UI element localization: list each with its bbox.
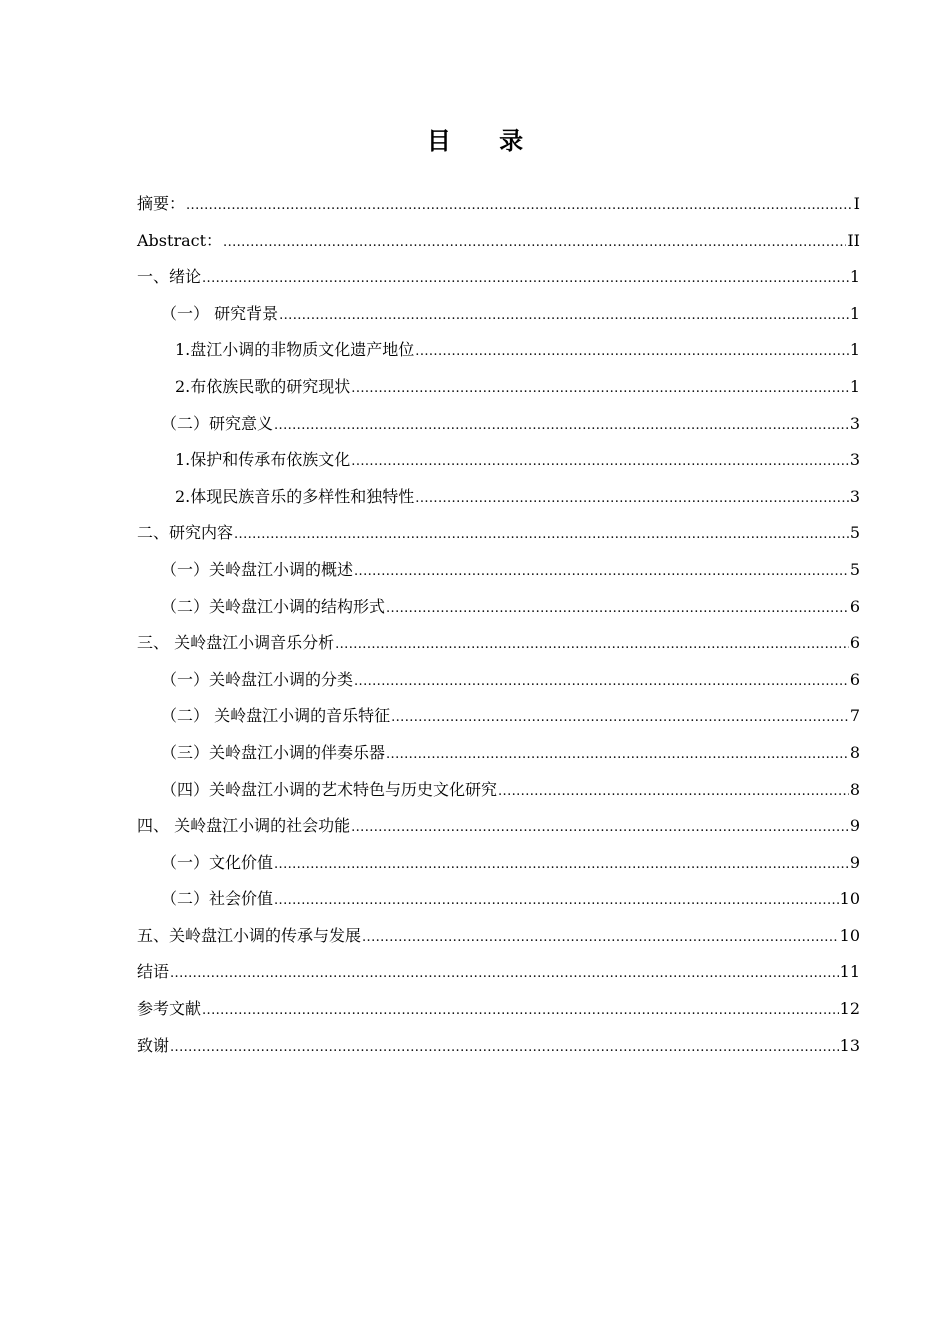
toc-entry[interactable] (137, 552, 860, 589)
toc-entry-page-number: 8 (849, 742, 860, 762)
toc-dot-leader (234, 517, 849, 554)
toc-entry-label: （一）文化价值 (161, 852, 274, 872)
toc-entry-page-number: 5 (849, 523, 860, 543)
toc-entry-label: Abstract： (137, 230, 223, 250)
toc-entry-page-number: 10 (839, 925, 860, 945)
toc-entry[interactable] (137, 625, 860, 662)
toc-entry-page-number: 12 (839, 999, 860, 1019)
toc-dot-leader (354, 664, 849, 701)
toc-dot-leader (391, 700, 849, 737)
toc-entry[interactable] (137, 954, 860, 991)
toc-entry[interactable] (137, 589, 860, 626)
toc-entry[interactable] (137, 442, 860, 479)
toc-dot-leader (362, 920, 839, 957)
toc-dot-leader (202, 993, 839, 1030)
toc-dot-leader (351, 810, 849, 847)
toc-entry-label: 致谢 (137, 1035, 170, 1055)
toc-entry-page-number: I (853, 194, 860, 213)
toc-entry-page-number: 6 (849, 633, 860, 653)
toc-entry-label: （二）社会价值 (161, 889, 274, 909)
toc-entry-page-number: 3 (849, 413, 860, 433)
toc-title: 目 录 (426, 127, 544, 155)
toc-entry[interactable] (137, 808, 860, 845)
toc-entry[interactable] (137, 845, 860, 882)
toc-dot-leader (170, 1030, 839, 1067)
toc-entry-label: （一）关岭盘江小调的分类 (161, 669, 354, 689)
toc-entry-page-number: 8 (849, 779, 860, 799)
toc-dot-leader (354, 554, 849, 591)
toc-dot-leader (498, 774, 849, 811)
toc-entry-page-number: 11 (839, 962, 860, 982)
toc-dot-leader (351, 444, 849, 481)
toc-entry[interactable] (137, 1028, 860, 1065)
toc-entry-label: （二） 关岭盘江小调的音乐特征 (161, 706, 391, 726)
toc-entry-label: 三、 关岭盘江小调音乐分析 (137, 633, 335, 653)
toc-entry-page-number: 1 (849, 376, 860, 396)
toc-entry[interactable] (137, 296, 860, 333)
toc-dot-leader (170, 956, 839, 993)
toc-entry[interactable] (137, 698, 860, 735)
toc-dot-leader (274, 408, 849, 445)
toc-entry-page-number: 7 (849, 706, 860, 726)
toc-entry-label: （二）关岭盘江小调的结构形式 (161, 596, 386, 616)
toc-entry-label: 2.体现民族音乐的多样性和独特性 (175, 486, 415, 506)
toc-entry[interactable] (137, 735, 860, 772)
toc-entry[interactable] (137, 332, 860, 369)
toc-entry[interactable] (137, 223, 860, 260)
toc-dot-leader (335, 627, 849, 664)
toc-entry[interactable] (137, 881, 860, 918)
toc-entry-label: （一）关岭盘江小调的概述 (161, 559, 354, 579)
toc-entry-page-number: 5 (849, 559, 860, 579)
toc-dot-leader (386, 737, 849, 774)
toc-entry-label: 参考文献 (137, 999, 202, 1019)
toc-entry-label: 四、 关岭盘江小调的社会功能 (137, 816, 351, 836)
toc-entry-page-number: 3 (849, 450, 860, 470)
toc-entry-label: 1.保护和传承布依族文化 (175, 450, 351, 470)
toc-dot-leader (202, 261, 849, 298)
toc-dot-leader (279, 298, 849, 335)
toc-entry-page-number: 10 (839, 889, 860, 909)
toc-entry-label: 一、绪论 (137, 267, 202, 287)
toc-dot-leader (223, 225, 846, 262)
toc-entry-label: 1.盘江小调的非物质文化遗产地位 (175, 340, 415, 360)
toc-entry-page-number: 3 (849, 486, 860, 506)
toc-entry[interactable] (137, 479, 860, 516)
toc-entry-page-number: 1 (849, 303, 860, 323)
toc-entry-page-number: 1 (849, 340, 860, 360)
toc-entry-page-number: 6 (849, 669, 860, 689)
toc-entry[interactable] (137, 259, 860, 296)
toc-entry-label: （四）关岭盘江小调的艺术特色与历史文化研究 (161, 779, 498, 799)
toc-dot-leader (386, 591, 849, 628)
toc-dot-leader (274, 883, 839, 920)
toc-entry-page-number: 1 (849, 267, 860, 287)
toc-entry-label: （二）研究意义 (161, 413, 274, 433)
toc-entry-label: 摘要： (137, 194, 186, 213)
toc-dot-leader (186, 188, 853, 225)
toc-entry-label: 二、研究内容 (137, 523, 234, 543)
toc-entry[interactable] (137, 772, 860, 809)
toc-dot-leader (415, 334, 849, 371)
toc-entry[interactable] (137, 991, 860, 1028)
toc-entry-page-number: 9 (849, 852, 860, 872)
toc-entry[interactable] (137, 515, 860, 552)
toc-list (137, 186, 860, 1064)
toc-entry-label: 结语 (137, 962, 170, 982)
toc-dot-leader (351, 371, 849, 408)
toc-entry-label: （三）关岭盘江小调的伴奏乐器 (161, 742, 386, 762)
toc-entry-label: 五、关岭盘江小调的传承与发展 (137, 925, 362, 945)
toc-dot-leader (415, 481, 849, 518)
toc-entry[interactable] (137, 369, 860, 406)
toc-entry-label: （一） 研究背景 (161, 303, 279, 323)
toc-entry-page-number: 9 (849, 816, 860, 836)
toc-entry-page-number: II (847, 230, 860, 250)
toc-entry[interactable] (137, 406, 860, 443)
toc-entry-page-number: 13 (839, 1035, 860, 1055)
toc-entry[interactable] (137, 186, 860, 223)
toc-entry[interactable] (137, 918, 860, 955)
toc-entry-page-number: 6 (849, 596, 860, 616)
toc-entry[interactable] (137, 662, 860, 699)
toc-entry-label: 2.布依族民歌的研究现状 (175, 376, 351, 396)
toc-dot-leader (274, 847, 849, 884)
